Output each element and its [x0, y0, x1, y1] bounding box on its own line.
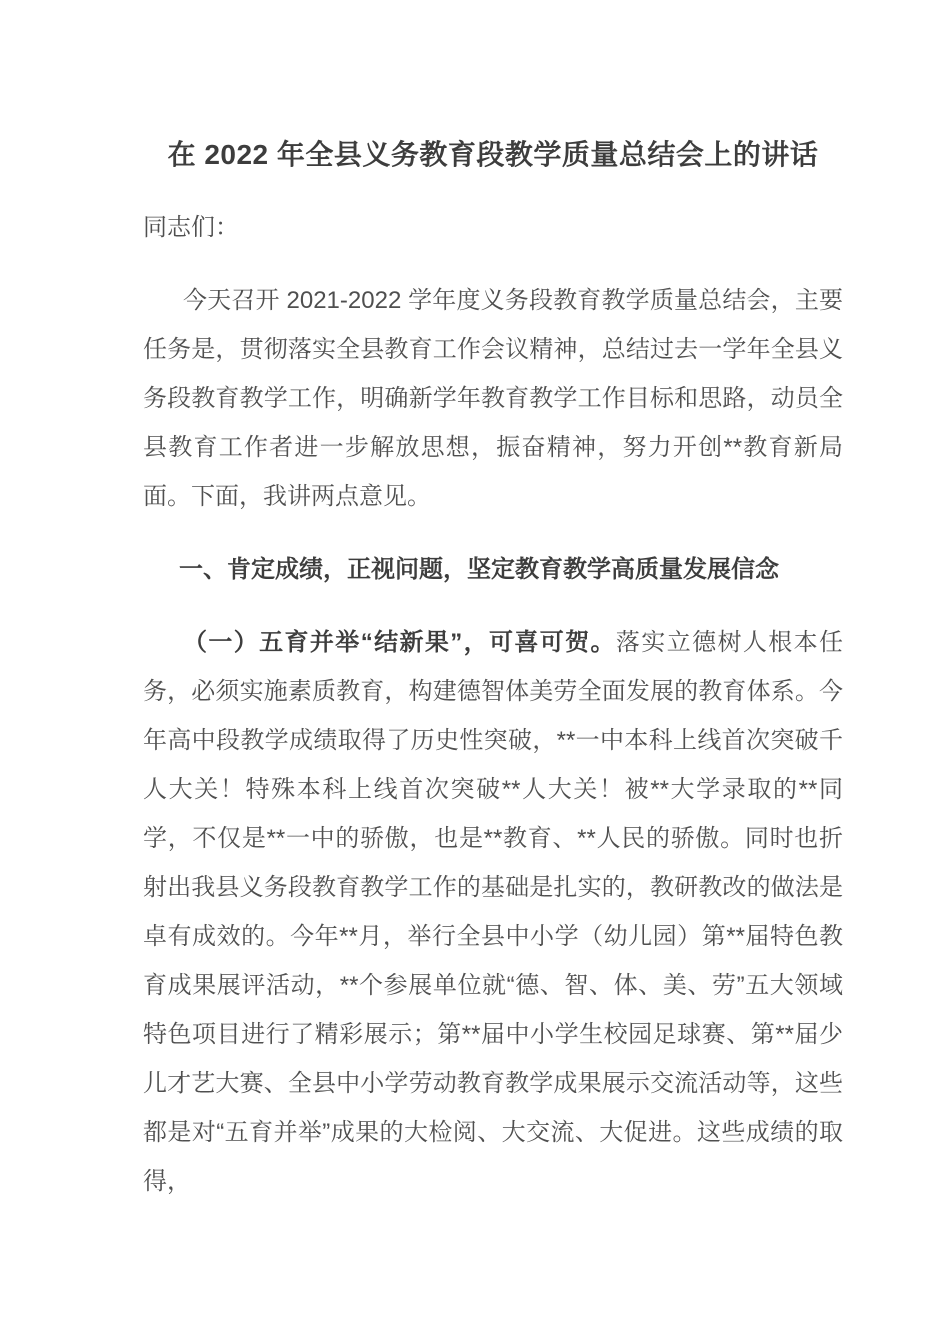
- intro-paragraph: 今天召开 2021-2022 学年度义务段教育教学质量总结会，主要任务是，贯彻落实全县教育工作会议精神，总结过去一学年全县义务段教育教学工作，明确新学年教育教学工作目标和思路，动员全县教育工作者进一步解放思想，振奋精神，努力开创**教育新局面。下面，我讲两点意见。: [143, 287, 843, 510]
- section-heading-1: 一、肯定成绩，正视问题，坚定教育教学高质量发展信念: [179, 556, 779, 583]
- section1-item1-lead: （一）五育并举“结新果”，可喜可贺。: [183, 629, 616, 656]
- section1-item1-text: 落实立德树人根本任务，必须实施素质教育，构建德智体美劳全面发展的教育体系。今年高中段教学成绩取得了历史性突破，**一中本科上线首次突破千人大关！特殊本科上线首次突破**人大关！被**大学录取的**同学，不仅是**一中的骄傲，也是**教育、**人民的骄傲。同时也折射出我县义务段教育教学工作的基础是扎实的，教研教改的做法是卓有成效的。今年**月，举行全县中小学（幼儿园）第**届特色教育成果展评活动，**个参展单位就“德、智、体、美、劳”五大领域特色项目进行了精彩展示；第**届中小学生校园足球赛、第**届少儿才艺大赛、全县中小学劳动教育教学成果展示交流活动等，这些都是对“五育并举”成果的大检阅、大交流、大促进。这些成绩的取得，: [143, 629, 843, 1195]
- section1-item1-paragraph: [143, 618, 843, 1206]
- salutation: 同志们：: [143, 214, 239, 241]
- document-title: 在 2022 年全县义务教育段教学质量总结会上的讲话: [167, 139, 819, 170]
